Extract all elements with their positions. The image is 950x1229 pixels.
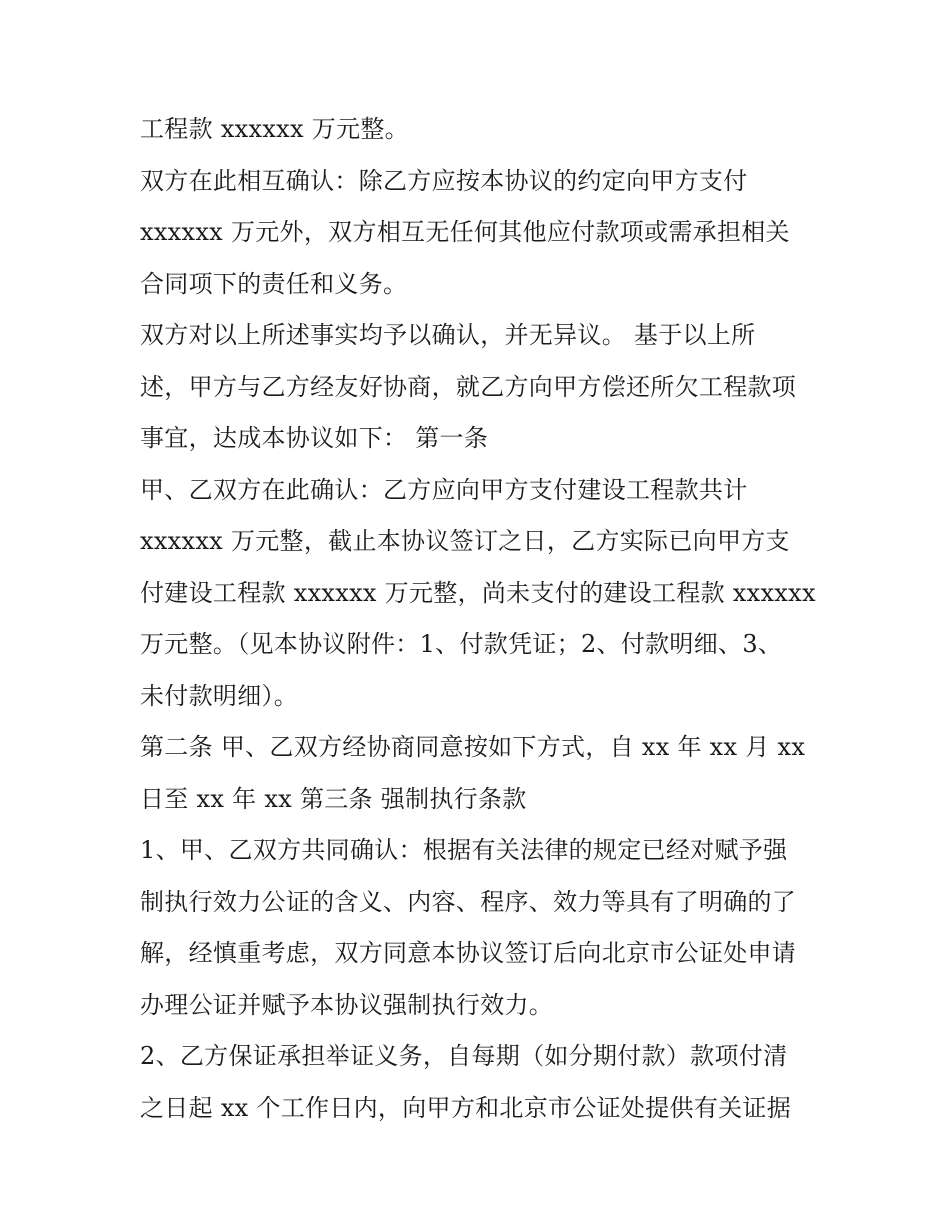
text-line: 合同项下的责任和义务。 (140, 269, 408, 298)
text-line: 2、乙方保证承担举证义务，自每期（如分期付款）款项付清 (140, 1042, 788, 1070)
document-body (140, 104, 830, 1134)
text-line: 工程款 xxxxxx 万元整。 (140, 115, 409, 143)
text-line: xxxxxx 万元整，截止本协议签订之日，乙方实际已向甲方支 (140, 527, 790, 555)
text-line: 双方对以上所述事实均予以确认，并无异议。 基于以上所 (140, 321, 756, 349)
text-line: 付建设工程款 xxxxxx 万元整，尚未支付的建设工程款 xxxxxx (140, 578, 816, 607)
text-line: 之日起 xx 个工作日内，向甲方和北京市公证处提供有关证据 (140, 1093, 792, 1122)
paragraph-clause-two (140, 1031, 830, 1134)
text-line: 解，经慎重考虑，双方同意本协议签订后向北京市公证处申请 (140, 939, 797, 967)
text-line: 述，甲方与乙方经友好协商，就乙方向甲方偿还所欠工程款项 (140, 372, 797, 401)
text-line: xxxxxx 万元外，双方相互无任何其他应付款项或需承担相关 (140, 218, 790, 246)
text-line: 1、甲、乙双方共同确认：根据有关法律的规定已经对赋予强 (140, 836, 788, 864)
paragraph-article-one (140, 465, 830, 723)
paragraph-clause-one (140, 825, 830, 1031)
text-line: 万元整。（见本协议附件：1、付款凭证；2、付款明细、3、 (140, 630, 783, 658)
paragraph-article-two-three (140, 722, 830, 825)
text-line: 事宜，达成本协议如下： 第一条 (140, 424, 489, 452)
text-line: 未付款明细）。 (140, 681, 299, 710)
text-line: 办理公证并赋予本协议强制执行效力。 (140, 990, 554, 1019)
text-line: 日至 xx 年 xx 第三条 强制执行条款 (140, 784, 527, 813)
text-line: 制执行效力公证的含义、内容、程序、效力等具有了明确的了 (140, 887, 797, 916)
text-line: 双方在此相互确认：除乙方应按本协议的约定向甲方支付 (140, 166, 748, 195)
text-line: 第二条 甲、乙双方经协商同意按如下方式，自 xx 年 xx 月 xx (140, 733, 806, 761)
text-line: 甲、乙双方在此确认：乙方应向甲方支付建设工程款共计 (140, 475, 748, 504)
paragraph-amount-closing (140, 104, 830, 156)
paragraph-facts-agreement (140, 310, 830, 465)
paragraph-mutual-confirmation (140, 156, 830, 311)
